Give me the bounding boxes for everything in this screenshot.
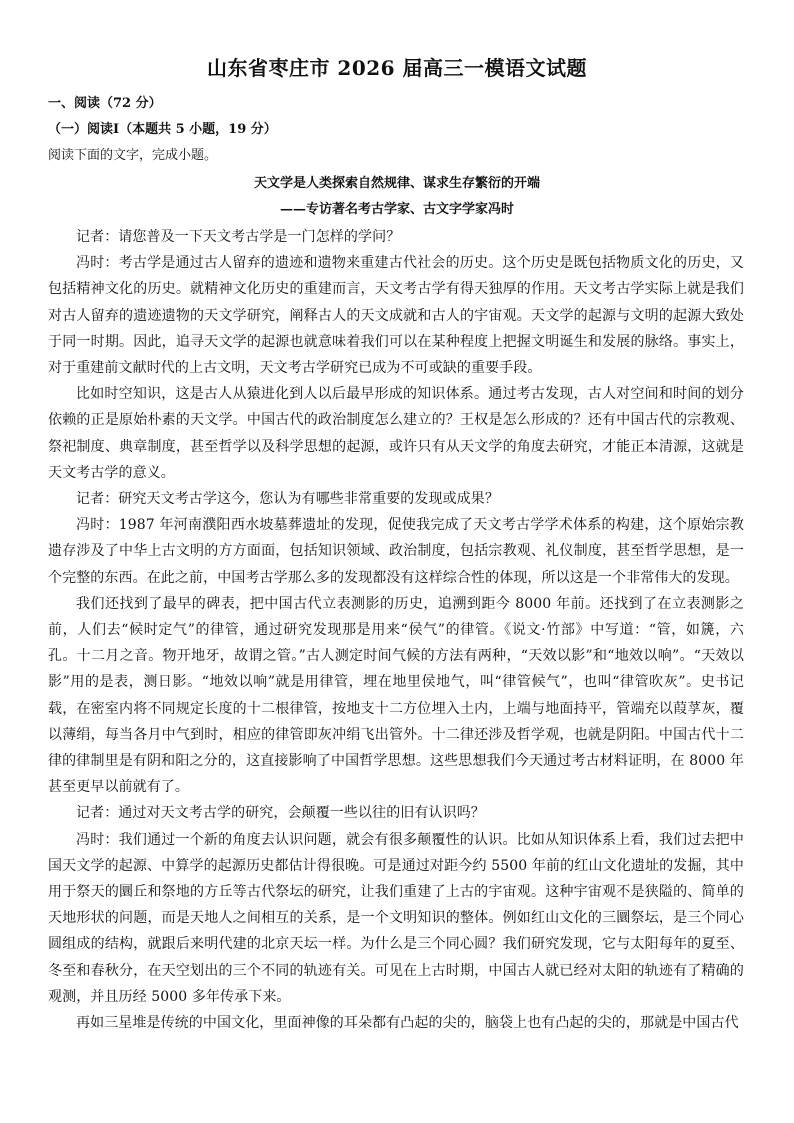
instruction-text: 阅读下面的文字，完成小题。: [48, 148, 218, 163]
subsection-heading: （一）阅读Ⅰ（本题共 5 小题，19 分）: [48, 122, 277, 137]
paragraph: 记者：请您普及一下天文考古学是一门怎样的学问？: [76, 229, 401, 245]
paragraph: 再如三星堆是传统的中国文化，里面神像的耳朵都有凸起的尖的，脑袋上也有凸起的尖的，那就是中国古代: [76, 1015, 739, 1032]
section-heading: 一、阅读（72 分）: [48, 96, 162, 111]
paragraph: 冯时：我们通过一个新的角度去认识问题，就会有很多颠覆性的认识。比如从知识体系上看，我们过去把中国天文学的起源、中算学的起源历史都估计得很晚。可是通过对距今约 5500 年前的红山文化遗址的发掘，其中用于祭天的圜丘和祭地的方丘等古代祭坛的研究，让我们重建了上古的宇宙观。这种宇宙观不是狭隘的、简单的天地形状的问题，而是天地人之间相互的关系，是一个文明知识的整体。例如红山文化的三圜祭坛，是三个同心圆组成的结构，就跟后来明代建的北京天坛一样。为什么是三个同心圆？我们研究发现，它与太阳每年的夏至、冬至和春秋分，在天空划出的三个不同的轨迹有关。可见在上古时期，中国古人就已经对太阳的轨迹有了精确的观测，并且历经 5000 多年传承下来。: [48, 831, 744, 1005]
paragraph: 记者：研究天文考古学这今，您认为有哪些非常重要的发现或成果？: [76, 491, 499, 508]
article-subtitle: ——专访著名考古学家、古文字学家冯时: [279, 202, 514, 217]
paragraph: 比如时空知识，这是古人从猿进化到人以后最早形成的知识体系。通过考古发现，古人对空间和时间的划分依赖的正是原始朴素的天文学。中国古代的政治制度怎么建立的？王权是怎么形成的？还有中国古代的宗教观、祭祀制度、典章制度，甚至哲学以及科学思想的起源，或许只有从天文学的角度去研究，才能正本清源，这就是天文考古学的意义。: [48, 386, 744, 481]
document-title: 山东省枣庄市 2026 届高三一模语文试题: [206, 56, 588, 80]
paragraph: 记者：通过对天文考古学的研究，会颠覆一些以往的旧有认识吗？: [76, 805, 485, 822]
paragraph: 冯时：考古学是通过古人留弃的遗迹和遗物来重建古代社会的历史。这个历史是既包括物质文化的历史，又包括精神文化的历史。就精神文化历史的重建而言，天文考古学有得天独厚的作用。天文考古学实际上就是我们对古人留弃的遗迹遗物的天文学研究，阐释古人的天文成就和古人的宇宙观。天文学的起源与文明的起源大致处于同一时期。因此，追寻天文学的起源也就意味着我们可以在某种程度上把握文明诞生和发展的脉络。事实上，对于重建前文献时代的上古文明，天文考古学研究已成为不可或缺的重要手段。: [48, 255, 744, 377]
article-body: [48, 224, 744, 1036]
paragraph: 冯时：1987 年河南濮阳西水坡墓葬遗址的发现，促使我完成了天文考古学学术体系的构建，这个原始宗教遗存涉及了中华上古文明的方方面面，包括知识领域、政治制度，包括宗教观、礼仪制度，甚至哲学思想，是一个完整的东西。在此之前，中国考古学那么多的发现都没有这样综合性的体现，所以这是一个非常伟大的发现。: [48, 517, 744, 586]
article-title: 天文学是人类探索自然规律、谋求生存繁衍的开端: [253, 176, 540, 191]
paragraph: 我们还找到了最早的碑表，把中国古代立表测影的历史，追溯到距今 8000 年前。还找到了在立表测影之前，人们去“候时定气”的律管，通过研究发现那是用来“侯气”的律管。《说文·竹部》中写道：“管，如篪，六孔。十二月之音。物开地牙，故谓之管。”古人测定时间气候的方法有两种，“天效以影”和“地效以响”。“天效以影”用的是表，测日影。“地效以响”就是用律管，埋在地里侯地气，叫“律管候气”，也叫“律管吹灰”。史书记载，在密室内将不同规定长度的十二根律管，按地支十二方位埋入土内，上端与地面持平，管端充以葭莩灰，覆以薄绢，每当各月中气到时，相应的律管即灰冲绢飞出管外。十二律还涉及哲学观，也就是阴阳。中国古代十二律的律制里是有阴和阳之分的，这直接影响了中国哲学思想。这些思想我们今天通过考古材料证明，在 8000 年甚至更早以前就有了。: [48, 595, 744, 796]
